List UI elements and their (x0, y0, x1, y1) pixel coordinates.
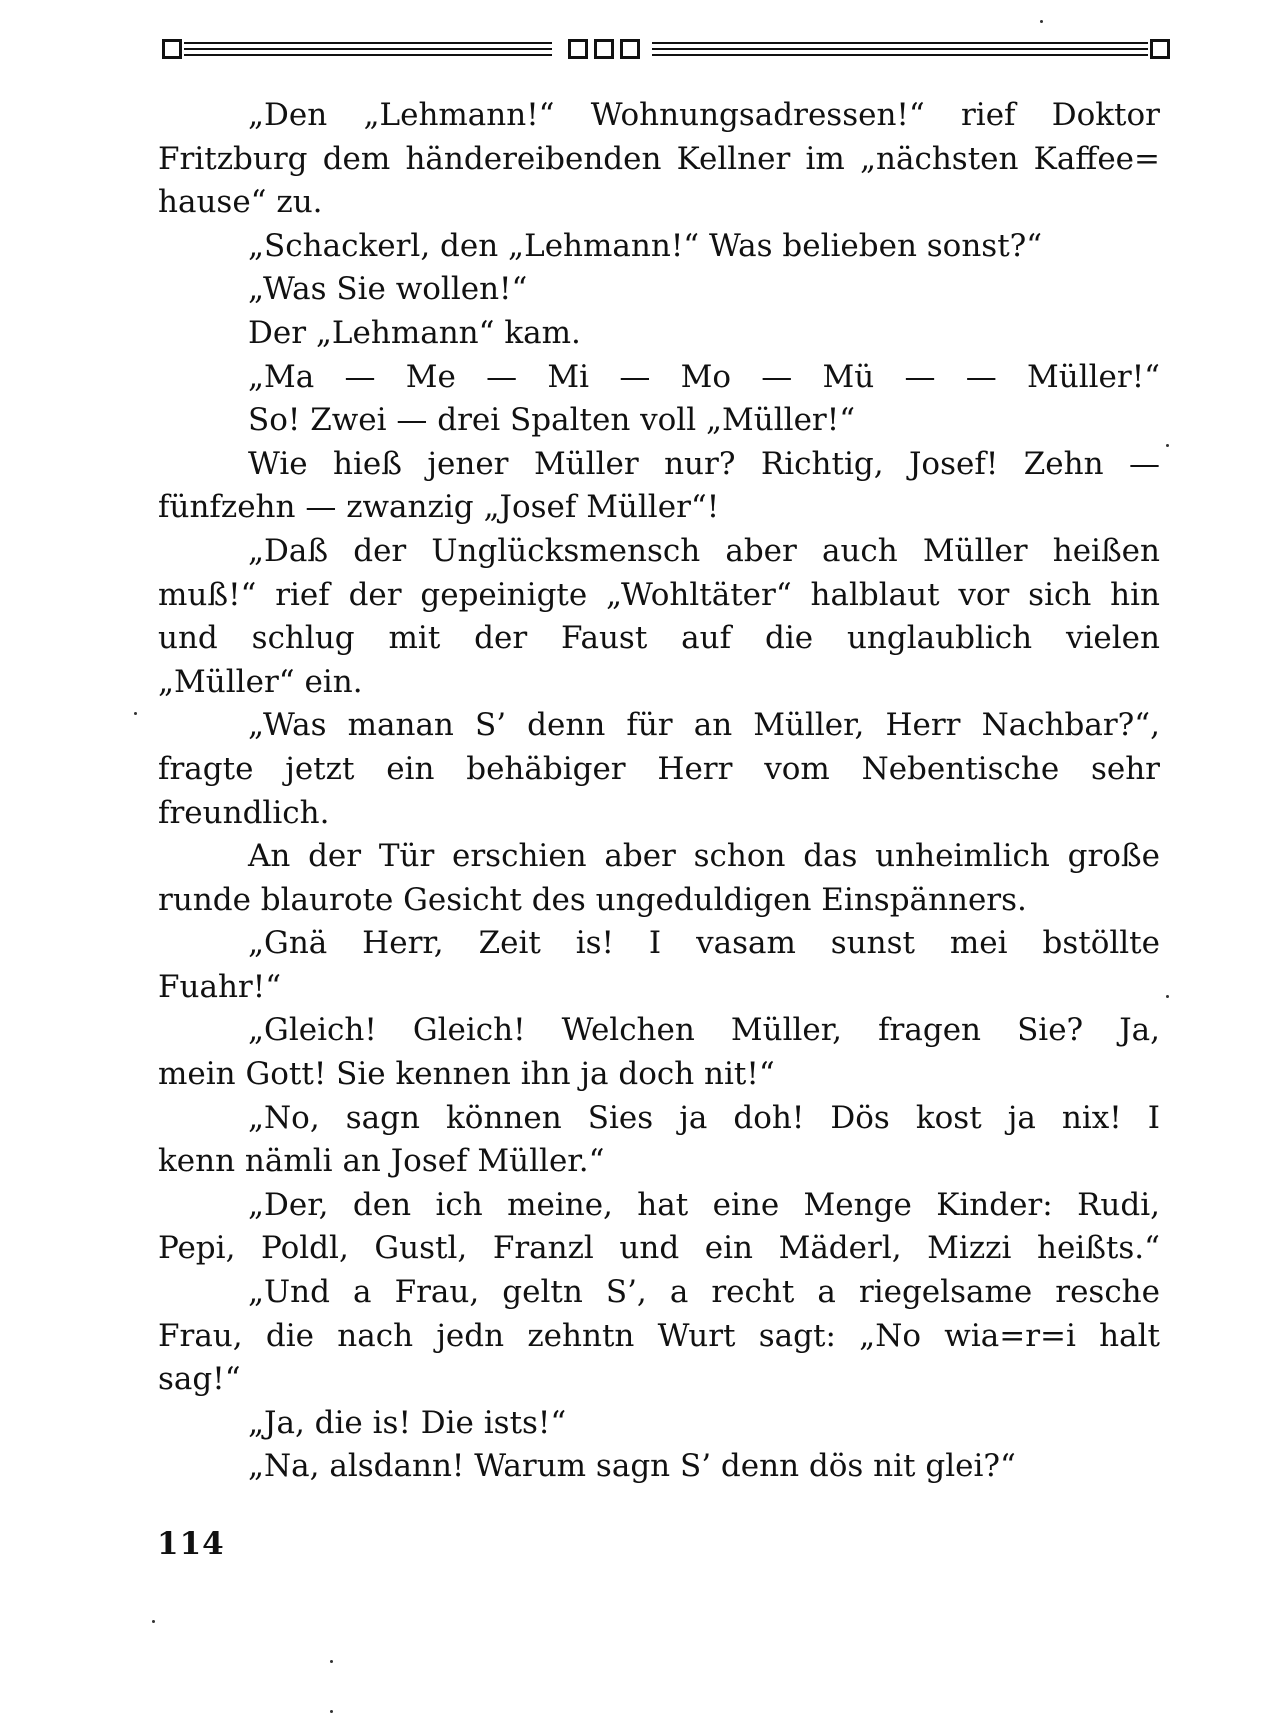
ornament-rule (184, 48, 552, 50)
text-line: „Was manan S’ denn für an Müller, Herr Nachbar?“, (248, 707, 1160, 744)
text-line: „Müller“ ein. (158, 663, 363, 700)
text-line: „Na, alsdann! Warum sagn S’ denn dös nit glei?“ (248, 1448, 1016, 1485)
text-line: „Und a Frau, geltn S’, a recht a riegelsame resche (248, 1274, 1160, 1311)
ornament-box-left (162, 39, 182, 59)
ornament-box-center-3 (620, 39, 640, 59)
scan-speck (1166, 444, 1169, 447)
scan-speck (330, 1710, 333, 1713)
text-line: mein Gott! Sie kennen ihn ja doch nit!“ (158, 1056, 775, 1093)
text-line: sag!“ (158, 1361, 241, 1398)
header-ornament (162, 36, 1172, 66)
text-line: „Gleich! Gleich! Welchen Müller, fragen Sie? Ja, (248, 1012, 1160, 1049)
scan-speck (134, 712, 137, 715)
ornament-box-center-2 (594, 39, 614, 59)
page-number: 114 (157, 1526, 225, 1562)
text-line: So! Zwei — drei Spalten voll „Müller!“ (248, 402, 856, 439)
ornament-rule (184, 42, 552, 44)
ornament-rule (652, 48, 1148, 50)
text-line: muß!“ rief der gepeinigte „Wohltäter“ halblaut vor sich hin (158, 576, 1160, 613)
text-line: und schlug mit der Faust auf die unglaublich vielen (158, 620, 1160, 657)
text-line: fünfzehn — zwanzig „Josef Müller“! (158, 489, 720, 526)
ornament-rule (184, 54, 552, 56)
text-line: freundlich. (158, 794, 330, 831)
text-line: „Ma — Me — Mi — Mo — Mü — — Müller!“ (248, 358, 1160, 395)
text-line: Pepi, Poldl, Gustl, Franzl und ein Mäderl, Mizzi heißts.“ (158, 1230, 1160, 1267)
text-line: „Was Sie wollen!“ (248, 271, 528, 308)
text-line: hause“ zu. (158, 184, 323, 221)
text-line: An der Tür erschien aber schon das unheimlich große (248, 838, 1160, 875)
text-line: „Den „Lehmann!“ Wohnungsadressen!“ rief Doktor (248, 97, 1160, 133)
text-line: Frau, die nach jedn zehntn Wurt sagt: „No wia=r=i halt (158, 1317, 1160, 1354)
text-line: „Daß der Unglücksmensch aber auch Müller heißen (248, 532, 1160, 569)
ornament-box-right (1150, 39, 1170, 59)
text-line: Wie hieß jener Müller nur? Richtig, Josef! Zehn — (248, 445, 1160, 482)
scan-speck (152, 1620, 155, 1623)
ornament-rule (652, 54, 1148, 56)
scan-speck (330, 1660, 333, 1663)
text-line: Fuahr!“ (158, 968, 282, 1005)
ornament-box-center-1 (568, 39, 588, 59)
text-line: runde blaurote Gesicht des ungeduldigen Einspänners. (158, 881, 1027, 918)
text-line: „Gnä Herr, Zeit is! I vasam sunst mei bstöllte (248, 925, 1160, 962)
text-line: „Ja, die is! Die ists!“ (248, 1404, 567, 1441)
scan-speck (1166, 995, 1169, 998)
text-line: kenn nämli an Josef Müller.“ (158, 1143, 605, 1180)
scan-speck (1040, 20, 1043, 23)
text-line: „No, sagn können Sies ja doh! Dös kost ja nix! I (248, 1099, 1160, 1136)
text-line: „Schackerl, den „Lehmann!“ Was belieben sonst?“ (248, 227, 1043, 264)
text-line: Der „Lehmann“ kam. (248, 314, 581, 351)
text-line: fragte jetzt ein behäbiger Herr vom Nebentische sehr (158, 750, 1160, 787)
text-line: Fritzburg dem händereibenden Kellner im „nächsten Kaffee= (158, 140, 1160, 177)
body-text (158, 94, 1160, 1489)
ornament-rule (652, 42, 1148, 44)
text-line: „Der, den ich meine, hat eine Menge Kinder: Rudi, (248, 1186, 1160, 1223)
